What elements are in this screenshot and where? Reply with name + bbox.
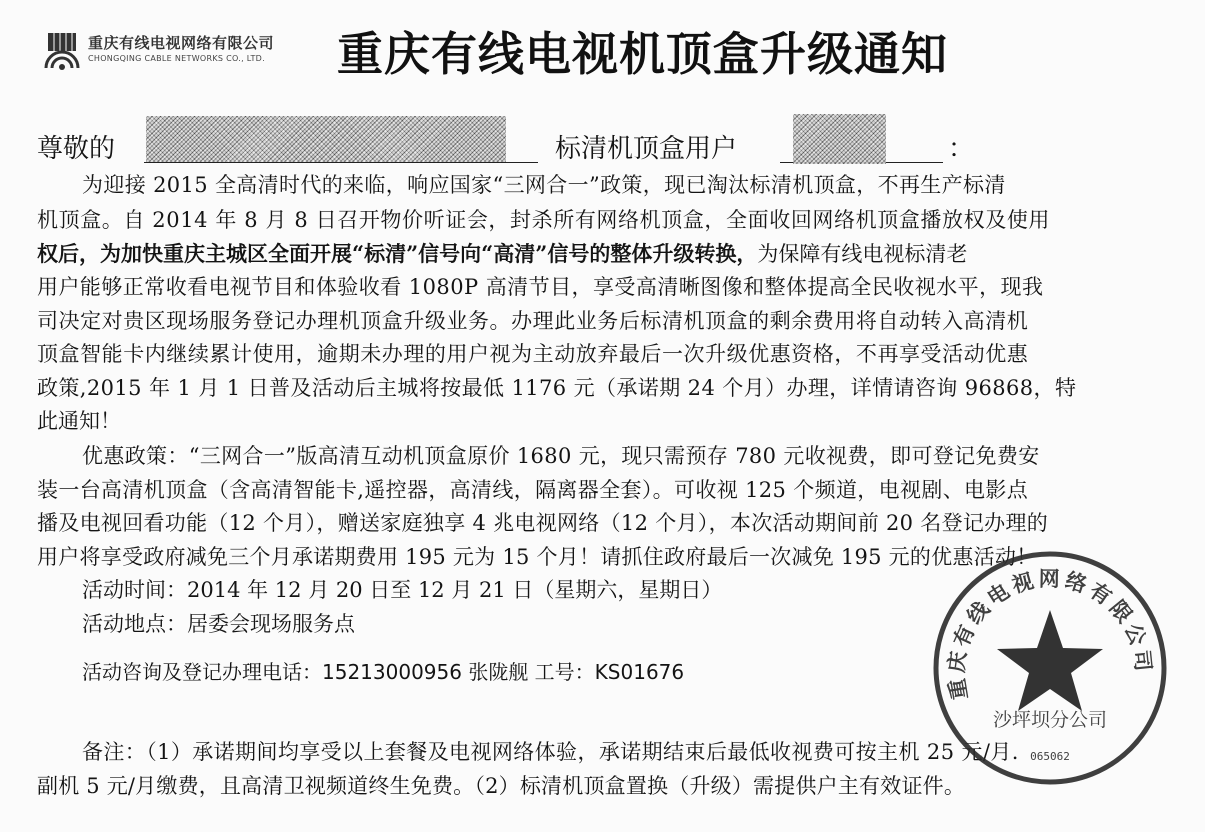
paragraph-1-line-3 — [37, 243, 967, 265]
salutation-middle: 标清机顶盒用户 — [555, 134, 738, 164]
note-line-2: 副机 5 元/月缴费，且高清卫视频道终生免费。（2）标清机顶盒置换（升级）需提供户主有效证件。 — [37, 774, 966, 798]
redacted-account-noise — [793, 114, 886, 164]
paragraph-1-line-4: 用户能够正常收看电视节目和体验收看 1080P 高清节目，享受高清晰图像和整体提高全民收视水平，现我 — [37, 275, 1044, 299]
paragraph-1-line-3-rest: 为保障有线电视标清老 — [757, 242, 968, 266]
notice-title: 重庆有线电视机顶盒升级通知 — [337, 27, 948, 81]
emphasis-text: 权后，为加快重庆主城区全面开展“标清”信号向“高清”信号的整体升级转换， — [37, 241, 758, 266]
seal-ring-text: 重庆有线电视网络有限公司 — [944, 566, 1156, 702]
redacted-name-noise — [146, 116, 506, 162]
paragraph-1-line-6: 顶盒智能卡内继续累计使用，逾期未办理的用户视为主动放弃最后一次升级优惠资格，不再享受活动优惠 — [37, 342, 1029, 366]
company-name-english: CHONGQING CABLE NETWORKS CO., LTD. — [88, 54, 265, 63]
paragraph-2-line-3: 播及电视回看功能（12 个月），赠送家庭独享 4 兆电视网络（12 个月），本次活动期间前 20 名登记办理的 — [37, 511, 1049, 535]
official-seal-stamp — [930, 548, 1170, 788]
seal-serial-number: 065062 — [1030, 750, 1070, 763]
company-name: 重庆有线电视网络有限公司 — [88, 34, 275, 52]
paragraph-1-line-2: 机顶盒。自 2014 年 8 月 8 日召开物价听证会，封杀所有网络机顶盒，全面收回网络机顶盒播放权及使用 — [37, 208, 1051, 232]
event-place: 活动地点：居委会现场服务点 — [82, 612, 355, 636]
paragraph-2-line-2: 装一台高清机顶盒（含高清智能卡,遥控器，高清线，隔离器全套）。可收视 125 个频道，电视剧、电影点 — [37, 478, 1029, 502]
paragraph-1-line-8: 此通知！ — [37, 409, 121, 433]
event-time: 活动时间：2014 年 12 月 20 日至 12 月 21 日（星期六，星期日） — [82, 578, 723, 602]
event-contact: 活动咨询及登记办理电话：15213000956 张陇舰 工号：KS01676 — [82, 660, 685, 684]
salutation-colon: ： — [948, 134, 975, 164]
note-line-1: 备注：（1）承诺期间均享受以上套餐及电视网络体验，承诺期结束后最低收视费可按主机 25 元/月. — [82, 740, 1019, 764]
paragraph-1-line-1: 为迎接 2015 全高清时代的来临，响应国家“三网合一”政策，现已淘汰标清机顶盒，不再生产标清 — [82, 173, 1006, 197]
salutation-prefix: 尊敬的 — [37, 134, 116, 164]
star-icon — [997, 610, 1103, 711]
paragraph-1-line-5: 司决定对贵区现场服务登记办理机顶盒升级业务。办理此业务后标清机顶盒的剩余费用将自动转入高清机 — [37, 309, 1029, 333]
paragraph-1-line-7: 政策,2015 年 1 月 1 日普及活动后主城将按最低 1176 元（承诺期 24 个月）办理，详情请咨询 96868，特 — [37, 376, 1077, 400]
company-logo-icon — [42, 30, 82, 70]
paragraph-2-line-1: 优惠政策：“三网合一”版高清互动机顶盒原价 1680 元，现只需预存 780 元收视费，即可登记免费安 — [82, 444, 1040, 468]
seal-branch-text: 沙坪坝分公司 — [992, 709, 1108, 731]
paragraph-2-line-4: 用户将享受政府减免三个月承诺期费用 195 元为 15 个月！请抓住政府最后一次减免 195 元的优惠活动！ — [37, 545, 1038, 569]
company-logo — [42, 30, 322, 74]
